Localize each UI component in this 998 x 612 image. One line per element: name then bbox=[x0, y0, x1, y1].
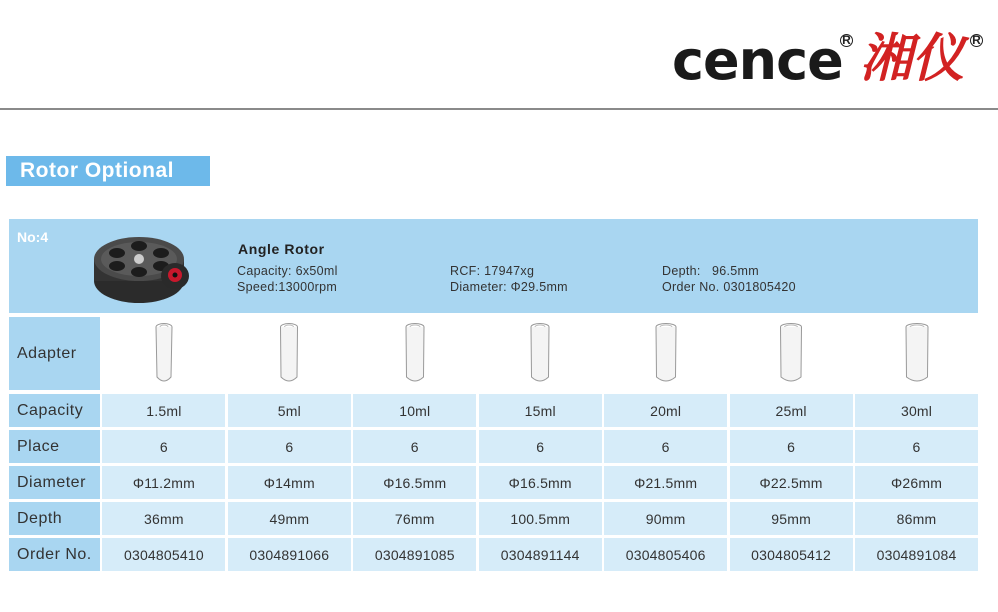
order-number-row bbox=[9, 538, 978, 571]
row-label-place: Place bbox=[9, 430, 100, 463]
adapter-table bbox=[9, 317, 978, 574]
tube-icon bbox=[651, 321, 681, 387]
depth-row bbox=[9, 502, 978, 535]
row-label-capacity: Capacity bbox=[9, 394, 100, 427]
table-cell: 15ml bbox=[479, 394, 602, 427]
place-row bbox=[9, 430, 978, 463]
adapter-image bbox=[855, 317, 978, 390]
tube-icon bbox=[149, 321, 179, 387]
rotor-header bbox=[9, 219, 978, 313]
table-cell: 0304891084 bbox=[855, 538, 978, 571]
rotor-order-number: Order No. 0301805420 bbox=[662, 280, 796, 294]
header-divider bbox=[0, 108, 998, 110]
rotor-name: Angle Rotor bbox=[238, 241, 325, 257]
adapter-image bbox=[353, 317, 476, 390]
table-cell: 86mm bbox=[855, 502, 978, 535]
table-cell: Φ26mm bbox=[855, 466, 978, 499]
table-cell: 6 bbox=[604, 430, 727, 463]
registered-mark: R bbox=[970, 34, 983, 47]
table-cell: 0304805410 bbox=[102, 538, 225, 571]
table-cell: Φ21.5mm bbox=[604, 466, 727, 499]
table-cell: 5ml bbox=[228, 394, 351, 427]
adapter-image bbox=[228, 317, 351, 390]
table-cell: Φ14mm bbox=[228, 466, 351, 499]
tube-icon bbox=[776, 321, 806, 387]
table-cell: 0304891085 bbox=[353, 538, 476, 571]
table-cell: 10ml bbox=[353, 394, 476, 427]
tube-icon bbox=[274, 321, 304, 387]
registered-mark: R bbox=[840, 34, 853, 47]
adapter-image bbox=[479, 317, 602, 390]
table-cell: 6 bbox=[730, 430, 853, 463]
table-cell: 0304891144 bbox=[479, 538, 602, 571]
brand-name-zh: 湘仪 bbox=[860, 28, 965, 89]
brand-name-en: cence bbox=[672, 29, 843, 92]
table-cell: 49mm bbox=[228, 502, 351, 535]
table-cell: Φ16.5mm bbox=[479, 466, 602, 499]
rotor-capacity: Capacity: 6x50ml bbox=[237, 264, 338, 278]
table-cell: 25ml bbox=[730, 394, 853, 427]
table-cell: 1.5ml bbox=[102, 394, 225, 427]
table-cell: 20ml bbox=[604, 394, 727, 427]
table-cell: Φ11.2mm bbox=[102, 466, 225, 499]
adapter-image bbox=[102, 317, 225, 390]
table-cell: 100.5mm bbox=[479, 502, 602, 535]
tube-icon bbox=[902, 321, 932, 387]
table-cell: Φ16.5mm bbox=[353, 466, 476, 499]
rotor-diameter: Diameter: Φ29.5mm bbox=[450, 280, 568, 294]
rotor-rcf: RCF: 17947xg bbox=[450, 264, 535, 278]
row-label-diameter: Diameter bbox=[9, 466, 100, 499]
brand-logo bbox=[672, 26, 992, 96]
table-cell: Φ22.5mm bbox=[730, 466, 853, 499]
row-label-adapter: Adapter bbox=[9, 317, 100, 390]
table-cell: 36mm bbox=[102, 502, 225, 535]
section-title: Rotor Optional bbox=[6, 156, 210, 186]
table-cell: 30ml bbox=[855, 394, 978, 427]
table-cell: 90mm bbox=[604, 502, 727, 535]
table-cell: 0304805406 bbox=[604, 538, 727, 571]
capacity-row bbox=[9, 394, 978, 427]
table-cell: 6 bbox=[102, 430, 225, 463]
table-cell: 0304891066 bbox=[228, 538, 351, 571]
rotor-number: No:4 bbox=[17, 229, 49, 245]
adapter-image bbox=[604, 317, 727, 390]
table-cell: 6 bbox=[228, 430, 351, 463]
tube-icon bbox=[525, 321, 555, 387]
table-cell: 6 bbox=[479, 430, 602, 463]
rotor-image bbox=[89, 229, 199, 309]
table-cell: 76mm bbox=[353, 502, 476, 535]
table-cell: 0304805412 bbox=[730, 538, 853, 571]
adapter-row bbox=[9, 317, 978, 390]
diameter-row bbox=[9, 466, 978, 499]
adapter-image bbox=[730, 317, 853, 390]
row-label-order-no: Order No. bbox=[9, 538, 100, 571]
rotor-depth: Depth: 96.5mm bbox=[662, 264, 759, 278]
table-cell: 6 bbox=[353, 430, 476, 463]
table-cell: 6 bbox=[855, 430, 978, 463]
table-cell: 95mm bbox=[730, 502, 853, 535]
rotor-speed: Speed:13000rpm bbox=[237, 280, 338, 294]
tube-icon bbox=[400, 321, 430, 387]
row-label-depth: Depth bbox=[9, 502, 100, 535]
